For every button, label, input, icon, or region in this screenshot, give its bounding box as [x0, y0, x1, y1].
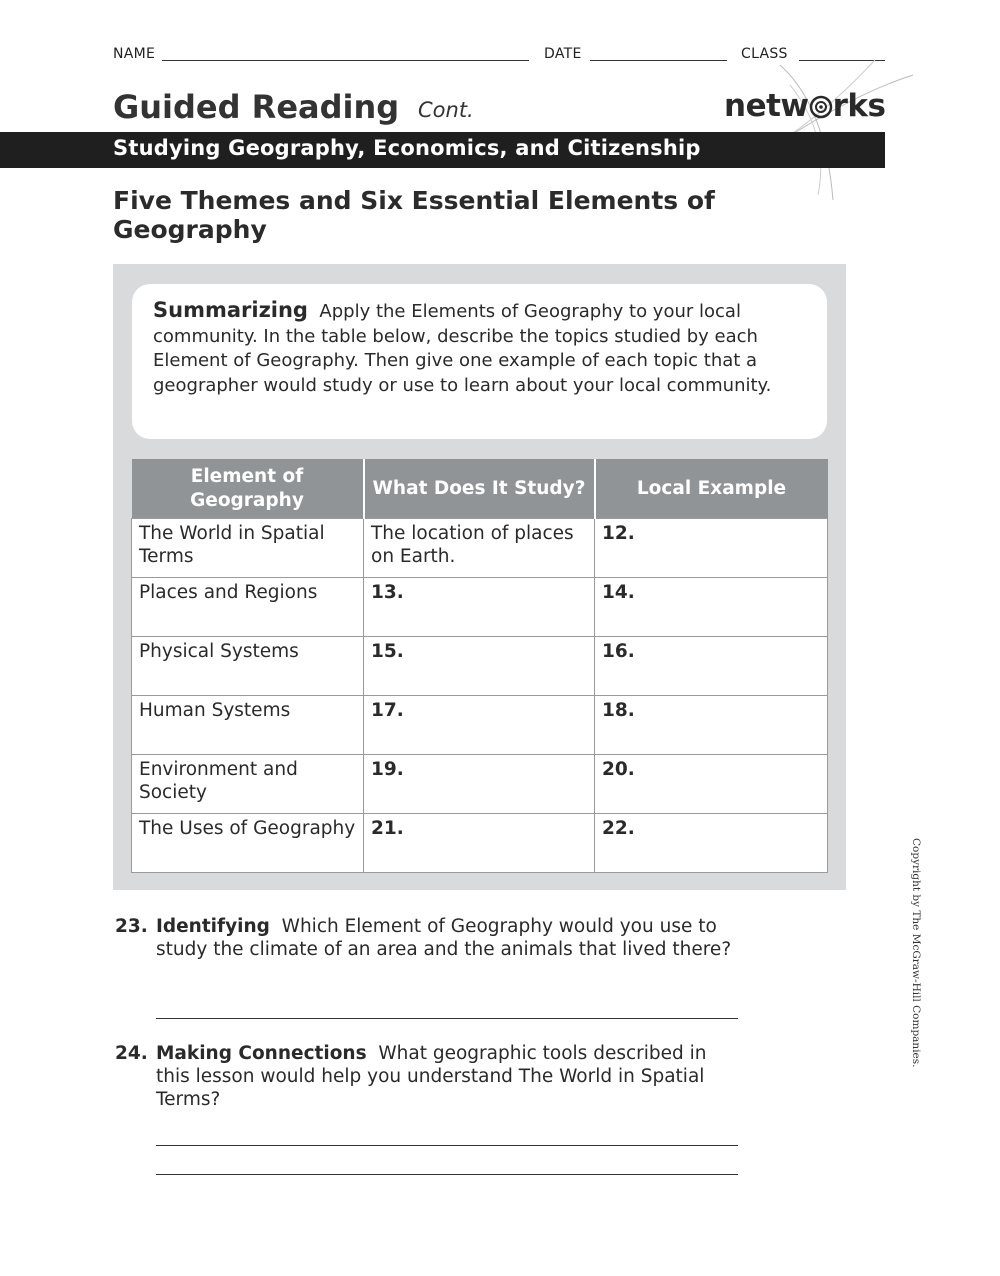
brand-prefix: netw	[724, 88, 809, 124]
study-cell[interactable]: 13.	[364, 578, 595, 637]
prompt-heading: Summarizing	[153, 298, 308, 322]
study-cell[interactable]: 19.	[364, 755, 595, 814]
question-text: What geographic tools described in this lesson would help you understand The World in Spatial Terms?	[156, 1043, 707, 1110]
question-heading: Identifying	[156, 916, 270, 937]
header-study: What Does It Study?	[364, 459, 595, 519]
table-header-row	[132, 459, 828, 519]
lesson-subtitle: Five Themes and Six Essential Elements of Geography	[113, 186, 715, 244]
table-row	[132, 637, 828, 696]
name-field[interactable]	[162, 60, 529, 61]
question-heading: Making Connections	[156, 1043, 367, 1064]
element-cell: Environment and Society	[132, 755, 364, 814]
question-number: 23.	[115, 916, 148, 937]
element-cell: The Uses of Geography	[132, 814, 364, 873]
example-cell[interactable]: 12.	[595, 519, 828, 578]
example-cell[interactable]: 20.	[595, 755, 828, 814]
study-cell[interactable]: 17.	[364, 696, 595, 755]
study-cell[interactable]: 15.	[364, 637, 595, 696]
question-number: 24.	[115, 1043, 148, 1064]
question-24	[115, 1042, 745, 1111]
networks-logo-swoosh	[700, 55, 920, 205]
name-label: NAME	[113, 46, 156, 62]
element-cell: The World in Spatial Terms	[132, 519, 364, 578]
copyright-notice: Copyright by The McGraw-Hill Companies.	[910, 838, 922, 1068]
example-cell[interactable]: 18.	[595, 696, 828, 755]
element-cell: Places and Regions	[132, 578, 364, 637]
networks-logo	[724, 88, 885, 127]
example-cell[interactable]: 16.	[595, 637, 828, 696]
question-23	[115, 915, 745, 961]
answer-line-23[interactable]	[156, 1018, 738, 1019]
target-o-icon	[809, 91, 833, 127]
date-label: DATE	[544, 46, 582, 62]
header-element: Element of Geography	[132, 459, 364, 519]
table-row	[132, 696, 828, 755]
question-text: Which Element of Geography would you use to study the climate of an area and the animals that lived there?	[156, 916, 732, 960]
answer-line-24a[interactable]	[156, 1145, 738, 1146]
banner-title: Studying Geography, Economics, and Citizenship	[113, 136, 701, 160]
study-cell[interactable]: 21.	[364, 814, 595, 873]
element-cell: Physical Systems	[132, 637, 364, 696]
table-row	[132, 519, 828, 578]
prompt-text	[153, 298, 813, 398]
table-row	[132, 755, 828, 814]
answer-line-24b[interactable]	[156, 1174, 738, 1175]
example-cell[interactable]: 22.	[595, 814, 828, 873]
table-row	[132, 578, 828, 637]
class-label: CLASS	[741, 46, 788, 62]
study-cell: The location of places on Earth.	[364, 519, 595, 578]
table-row	[132, 814, 828, 873]
element-cell: Human Systems	[132, 696, 364, 755]
brand-suffix: rks	[832, 88, 886, 124]
page-title-cont: Cont.	[418, 98, 474, 122]
geography-table	[131, 459, 828, 873]
page-title: Guided Reading	[113, 88, 400, 126]
example-cell[interactable]: 14.	[595, 578, 828, 637]
prompt-body: Apply the Elements of Geography to your local community. In the table below, describe the topics studied by each Element of Geography. Then give one example of each topic that a geographer would study or use to learn about your local community.	[153, 301, 772, 396]
header-example: Local Example	[595, 459, 828, 519]
